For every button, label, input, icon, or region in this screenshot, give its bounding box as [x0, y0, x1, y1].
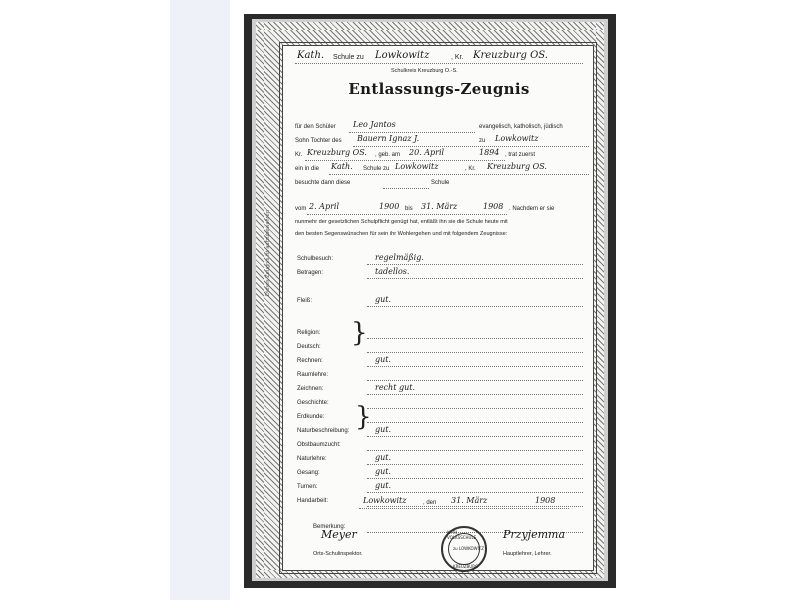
in-label: zu: [479, 138, 486, 144]
to-date: 31. März: [421, 202, 458, 211]
grade-line: [367, 306, 583, 307]
place-signed: Lowkowitz: [363, 496, 407, 505]
stamp-bottom-text: KREUZBURG: [453, 564, 479, 569]
school-stamp: [441, 526, 487, 572]
signature-left: Meyer: [321, 528, 357, 541]
grade-label: Naturlehre:: [297, 456, 327, 462]
entered-school-label: Schule zu: [363, 166, 390, 172]
grade-label: Religion:: [297, 330, 321, 336]
left-panel: [0, 0, 170, 600]
side-text: Dieses Zeugnis ist aufzubewahren: [265, 210, 271, 296]
grade-line: [367, 436, 583, 437]
brace-2: }: [355, 402, 372, 432]
entered-school-place: Lowkowitz: [395, 162, 439, 171]
son-label: Sohn Tochter des: [295, 138, 342, 144]
grade-value: gut.: [375, 467, 392, 476]
after-label: . Nachdem er sie: [509, 206, 555, 212]
grade-label: Zeichnen:: [297, 386, 324, 392]
header-line: [295, 63, 583, 64]
birth-line: [305, 160, 505, 161]
grade-label: Deutsch:: [297, 344, 321, 350]
grade-label: Schulbesuch:: [297, 256, 334, 262]
grade-line: [367, 352, 583, 353]
grade-line: [367, 278, 583, 279]
from-date: 2. April: [309, 202, 340, 211]
birth-year: 1894: [479, 148, 500, 157]
father-line: [353, 146, 589, 147]
grade-line: [367, 478, 583, 479]
stamp-mid-text: zu LOWKOWITZ: [453, 546, 484, 551]
grade-line: [367, 450, 583, 451]
entered-line: ein in die: [295, 166, 320, 172]
residence: Lowkowitz: [495, 134, 539, 143]
grade-label: Fleiß:: [297, 298, 312, 304]
entered-school-type: Kath.: [331, 162, 353, 171]
brace-1: }: [351, 318, 368, 348]
birth-date: 20. April: [409, 148, 445, 157]
body-line-3: den besten Segenswünschen für sein ihr Wohlergehen und mit folgendem Zeugnisse:: [295, 231, 508, 237]
stamp-top-text: KATH. VOLKSSCHULE: [447, 530, 477, 540]
kr-label: , Kr.: [451, 54, 464, 61]
from-label: vom: [295, 206, 307, 212]
ornamental-border: [256, 22, 604, 578]
pupil-line: [349, 132, 475, 133]
sidebar-strip: [170, 0, 230, 600]
from-line: [307, 214, 507, 215]
date-label: , den: [423, 500, 437, 506]
grade-label: Handarbeit:: [297, 498, 329, 504]
grade-label: Turnen:: [297, 484, 318, 490]
grade-line: [367, 506, 583, 507]
entered-label: , trat zuerst: [505, 152, 536, 158]
school-place: Lowkowitz: [375, 50, 430, 61]
attended-school-label: Schule: [431, 180, 450, 186]
religion-options: evangelisch, katholisch, jüdisch: [479, 124, 563, 130]
attended-label: besuchte dann diese: [295, 180, 351, 186]
signature-right: Przyjemma: [503, 528, 566, 541]
to-label: bis: [405, 206, 413, 212]
document-scan: [252, 19, 608, 581]
certificate-paper: [265, 45, 594, 571]
to-year: 1908: [483, 202, 504, 211]
pupil-name: Leo Jantos: [353, 120, 396, 129]
grade-line: [367, 264, 583, 265]
grade-label: Geschichte:: [297, 400, 329, 406]
from-year: 1900: [379, 202, 400, 211]
signature-right-role: Hauptlehrer, Lehrer.: [503, 551, 552, 557]
entered-kr-label: , Kr.: [465, 166, 476, 172]
grade-label: Naturbeschreibung:: [297, 428, 350, 434]
grade-line: [367, 422, 583, 423]
father-name: Bauern Ignaz J.: [357, 134, 420, 143]
grade-label: Erdkunde:: [297, 414, 325, 420]
grade-value: recht gut.: [375, 383, 415, 392]
school-type: Kath.: [297, 50, 325, 61]
grade-line: [367, 366, 583, 367]
grade-value: gut.: [375, 355, 392, 364]
body-line-2: nunmehr der gesetzlichen Schulpflicht genügt hat, entläßt ihn sie die Schule heute mit: [295, 219, 508, 225]
entered-kr-value: Kreuzburg OS.: [487, 162, 547, 171]
grade-label: Raumlehre:: [297, 372, 329, 378]
document-title: Entlassungs-Zeugnis: [348, 80, 530, 98]
grade-line: [367, 394, 583, 395]
pupil-label: für den Schüler: [295, 124, 336, 130]
grade-label: Obstbaumzucht:: [297, 442, 341, 448]
kr-value: Kreuzburg OS.: [473, 50, 548, 61]
school-label: Schule zu: [333, 54, 364, 61]
kr-label-2: Kr.: [295, 152, 303, 158]
grade-label: Bemerkung:: [313, 524, 346, 530]
grade-line: [367, 464, 583, 465]
born-label: , geb. am: [375, 152, 401, 158]
grade-label: Rechnen:: [297, 358, 323, 364]
grade-line: [367, 408, 583, 409]
grade-value: gut.: [375, 453, 392, 462]
grade-value: gut.: [375, 425, 392, 434]
grade-value: gut.: [375, 295, 392, 304]
grade-label: Gesang:: [297, 470, 320, 476]
entered-line-dots: [329, 174, 589, 175]
grade-value: gut.: [375, 481, 392, 490]
grade-value: regelmäßig.: [375, 253, 424, 262]
district: Schulkreis Kreuzburg O.-S.: [391, 68, 458, 74]
grade-line: [367, 338, 583, 339]
grade-label: Betragen:: [297, 270, 324, 276]
grade-value: tadellos.: [375, 267, 410, 276]
grade-line: [367, 380, 583, 381]
attended-line: [383, 188, 429, 189]
kr-value-2: Kreuzburg OS.: [307, 148, 367, 157]
signature-left-role: Orts-Schulinspektor.: [313, 551, 363, 557]
sign-date: 31. März: [451, 496, 488, 505]
sign-year: 1908: [535, 496, 556, 505]
document-photo: [244, 14, 616, 588]
grade-line: [367, 492, 583, 493]
sign-line: [359, 508, 569, 509]
